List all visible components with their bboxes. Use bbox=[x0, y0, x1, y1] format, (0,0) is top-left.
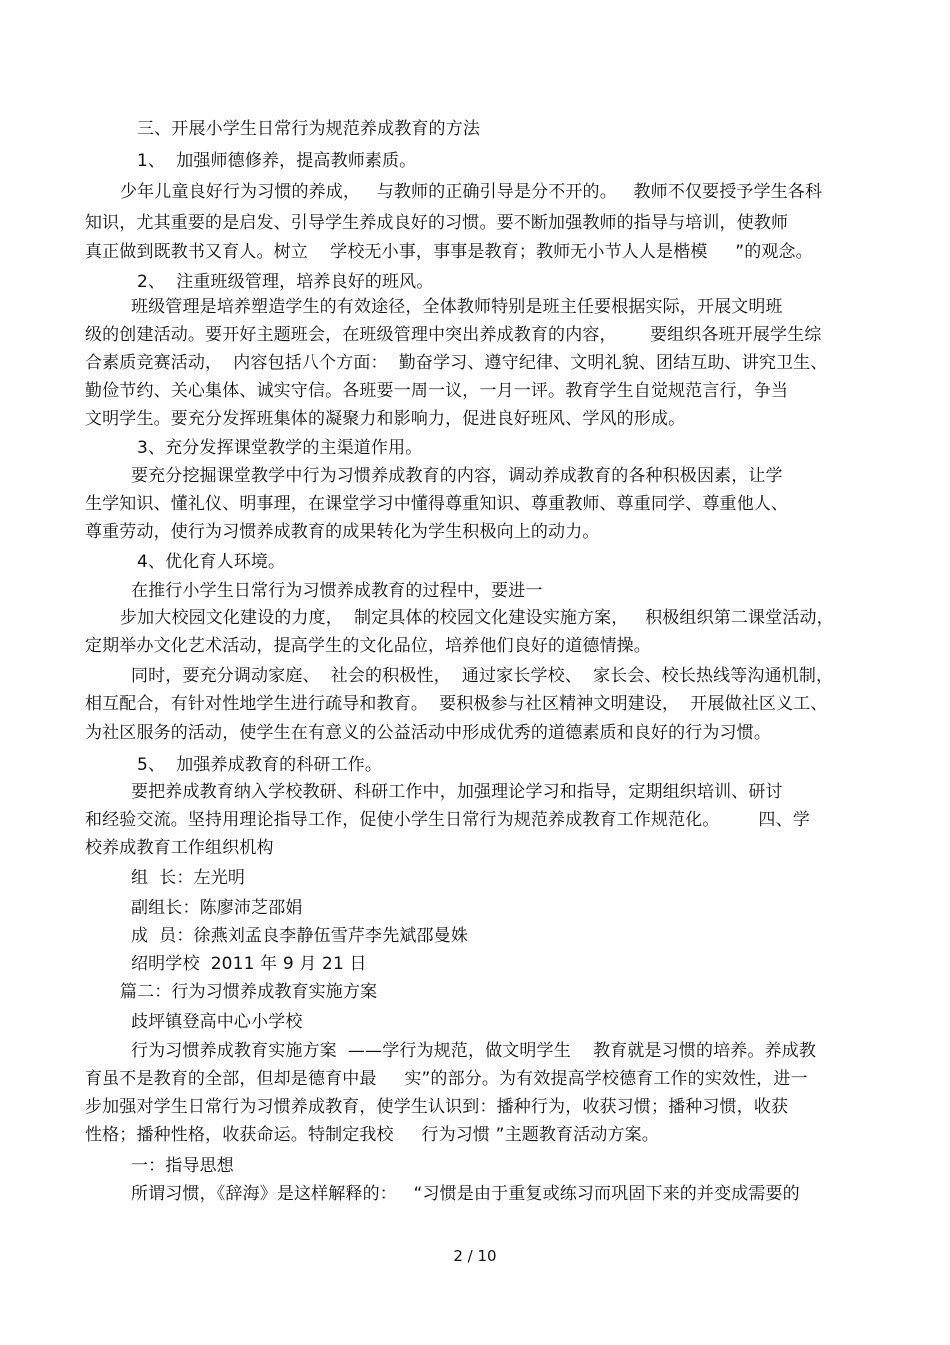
paragraph-line: 育虽不是教育的全部，但却是德育中最 实”的部分。为有效提高学校德育工作的实效性，进一 bbox=[85, 1069, 808, 1089]
item-heading: 2、 注重班级管理，培养良好的班风。 bbox=[137, 272, 434, 292]
paragraph-line: 行为习惯养成教育实施方案 ——学行为规范，做文明学生 教育就是习惯的培养。养成教 bbox=[131, 1041, 817, 1061]
org-members: 成 员：徐燕刘孟良李静伍雪芹李先斌邵曼姝 bbox=[131, 926, 468, 946]
paragraph-line: 相互配合，有针对性地学生进行疏导和教育。 要积极参与社区精神文明建设， 开展做社区义工、 bbox=[85, 694, 828, 714]
item-heading: 1、 加强师德修养，提高教师素质。 bbox=[137, 151, 417, 171]
paragraph-line: 定期举办文化艺术活动，提高学生的文化品位，培养他们良好的道德情操。 bbox=[85, 636, 651, 656]
paragraph-line: 要把养成教育纳入学校教研、科研工作中，加强理论学习和指导，定期组织培训、研讨 bbox=[131, 782, 783, 802]
item-heading: 5、 加强养成教育的科研工作。 bbox=[137, 755, 383, 775]
paragraph-line: 勤俭节约、关心集体、诚实守信。各班要一周一议，一月一评。教育学生自觉规范言行，争当 bbox=[85, 381, 789, 401]
paragraph-line: 少年儿童良好行为习惯的养成， 与教师的正确引导是分不开的。 教师不仅要授予学生各科 bbox=[120, 182, 823, 202]
subsection-heading: 一：指导思想 bbox=[131, 1156, 234, 1176]
paragraph-line: 合素质竞赛活动， 内容包括八个方面： 勤奋学习、遵守纪律、文明礼貌、团结互助、讲究卫生、 bbox=[85, 353, 828, 373]
paragraph-line: 班级管理是培养塑造学生的有效途径，全体教师特别是班主任要根据实际，开展文明班 bbox=[131, 297, 783, 317]
paragraph-line: 真正做到既教书又育人。树立 学校无小事，事事是教育；教师无小节人人是楷模 ”的观念。 bbox=[85, 242, 813, 262]
paragraph-line: 级的创建活动。要开好主题班会，在班级管理中突出养成教育的内容， 要组织各班开展学生综 bbox=[85, 325, 822, 345]
item-heading: 3、充分发挥课堂教学的主渠道作用。 bbox=[137, 438, 423, 458]
paragraph-line: 和经验交流。坚持用理论指导工作，促使小学生日常行为规范养成教育工作规范化。 四、学 bbox=[85, 810, 810, 830]
paragraph-line: 文明学生。要充分发挥班集体的凝聚力和影响力，促进良好班风、学风的形成。 bbox=[85, 409, 686, 429]
paragraph-line: 步加大校园文化建设的力度， 制定具体的校园文化建设实施方案， 积极组织第二课堂活动， bbox=[120, 608, 834, 628]
paragraph-line: 同时，要充分调动家庭、 社会的积极性， 通过家长学校、 家长会、校长热线等沟通机制， bbox=[131, 666, 834, 686]
paragraph-line: 性格；播种性格，收获命运。特制定我校 行为习惯 ”主题教育活动方案。 bbox=[85, 1125, 659, 1145]
paragraph-line: 尊重劳动，使行为习惯养成教育的成果转化为学生积极向上的动力。 bbox=[85, 522, 600, 542]
paragraph-line: 所谓习惯，《辞海》是这样解释的： “习惯是由于重复或练习而巩固下来的并变成需要的 bbox=[131, 1184, 800, 1204]
org-deputy: 副组长：陈廖沛芝邵娟 bbox=[131, 898, 303, 918]
signature-date: 绍明学校 2011 年 9 月 21 日 bbox=[131, 954, 367, 974]
page-number: 2 / 10 bbox=[453, 1247, 497, 1265]
paragraph-line: 要充分挖掘课堂教学中行为习惯养成教育的内容，调动养成教育的各种积极因素，让学 bbox=[131, 466, 783, 486]
paragraph-line: 知识，尤其重要的是启发、引导学生养成良好的习惯。要不断加强教师的指导与培训，使教师 bbox=[85, 213, 789, 233]
section-heading: 三、开展小学生日常行为规范养成教育的方法 bbox=[137, 119, 480, 139]
paragraph-line: 为社区服务的活动，使学生在有意义的公益活动中形成优秀的道德素质和良好的行为习惯。 bbox=[85, 723, 771, 743]
paragraph-line: 校养成教育工作组织机构 bbox=[85, 838, 274, 858]
school-name: 歧坪镇登高中心小学校 bbox=[131, 1012, 303, 1032]
article-heading: 篇二：行为习惯养成教育实施方案 bbox=[120, 982, 378, 1002]
paragraph-line: 生学知识、懂礼仪、明事理，在课堂学习中懂得尊重知识、尊重教师、尊重同学、尊重他人、 bbox=[85, 494, 789, 514]
paragraph-line: 在推行小学生日常行为习惯养成教育的过程中，要进一 bbox=[131, 581, 543, 601]
paragraph-line: 步加强对学生日常行为习惯养成教育，使学生认识到：播种行为，收获习惯；播种习惯，收获 bbox=[85, 1097, 789, 1117]
item-heading: 4、优化育人环境。 bbox=[137, 552, 286, 572]
org-leader: 组 长：左光明 bbox=[131, 868, 246, 888]
